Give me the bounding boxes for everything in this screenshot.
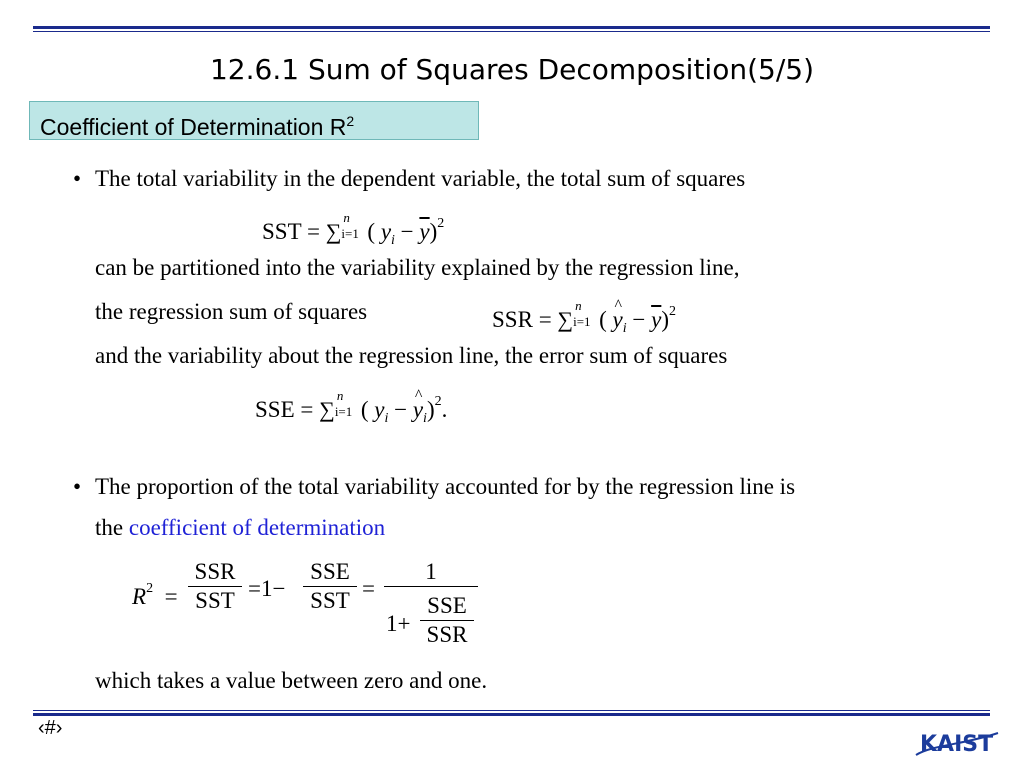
r-squared-lhs: $R^2$ = (132, 581, 178, 609)
section-header (29, 101, 479, 140)
eq-sign: = (362, 576, 375, 601)
sse-equation: SSE = ∑ n i=1 ( $y_i$ − ^ $y_i)^2$. (255, 388, 447, 433)
kaist-logo (912, 725, 1000, 761)
logo-text: KAIST (920, 732, 994, 757)
paragraph-line-1: • The total variability in the dependent variable, the total sum of squares (73, 166, 746, 191)
fraction-ssr-sst: SSR SST (188, 558, 242, 615)
bullet-icon: • (73, 166, 82, 191)
ssr-equation: SSR = ∑ n i=1 ( ^ $y_i - \overline{y})^2$ (492, 298, 676, 343)
paragraph-line-6: the coefficient of determination (95, 515, 386, 540)
paragraph-line-5: • The proportion of the total variability accounted for by the regression line is (73, 474, 796, 499)
bullet-icon: • (73, 474, 82, 499)
paragraph-line-3: the regression sum of squares (95, 299, 368, 324)
one-plus: 1+ (386, 611, 411, 636)
highlight-term: coefficient of determination (128, 515, 386, 540)
paragraph-line-2: can be partitioned into the variability explained by the regression line, (95, 255, 740, 280)
page-number: ‹#› (38, 717, 63, 739)
sst-equation: SST = ∑ n i=1 ( $y_i - \overline{y})^2$ (262, 210, 445, 248)
paragraph-line-4: and the variability about the regression line, the error sum of squares (95, 343, 728, 368)
eq-one-minus: =1− (248, 576, 286, 601)
top-rule (33, 26, 990, 32)
fraction-sse-sst: SSE SST (303, 558, 357, 615)
section-sup: 2 (346, 113, 355, 129)
paragraph-line-7: which takes a value between zero and one. (95, 668, 488, 693)
page-title: 12.6.1 Sum of Squares Decomposition(5/5) (209, 53, 814, 86)
bottom-rule (33, 710, 990, 716)
fraction-sse-ssr: SSE SSR (420, 592, 474, 649)
section-label: Coefficient of Determination R (40, 114, 347, 140)
fraction-one-over: 1 (384, 558, 478, 587)
